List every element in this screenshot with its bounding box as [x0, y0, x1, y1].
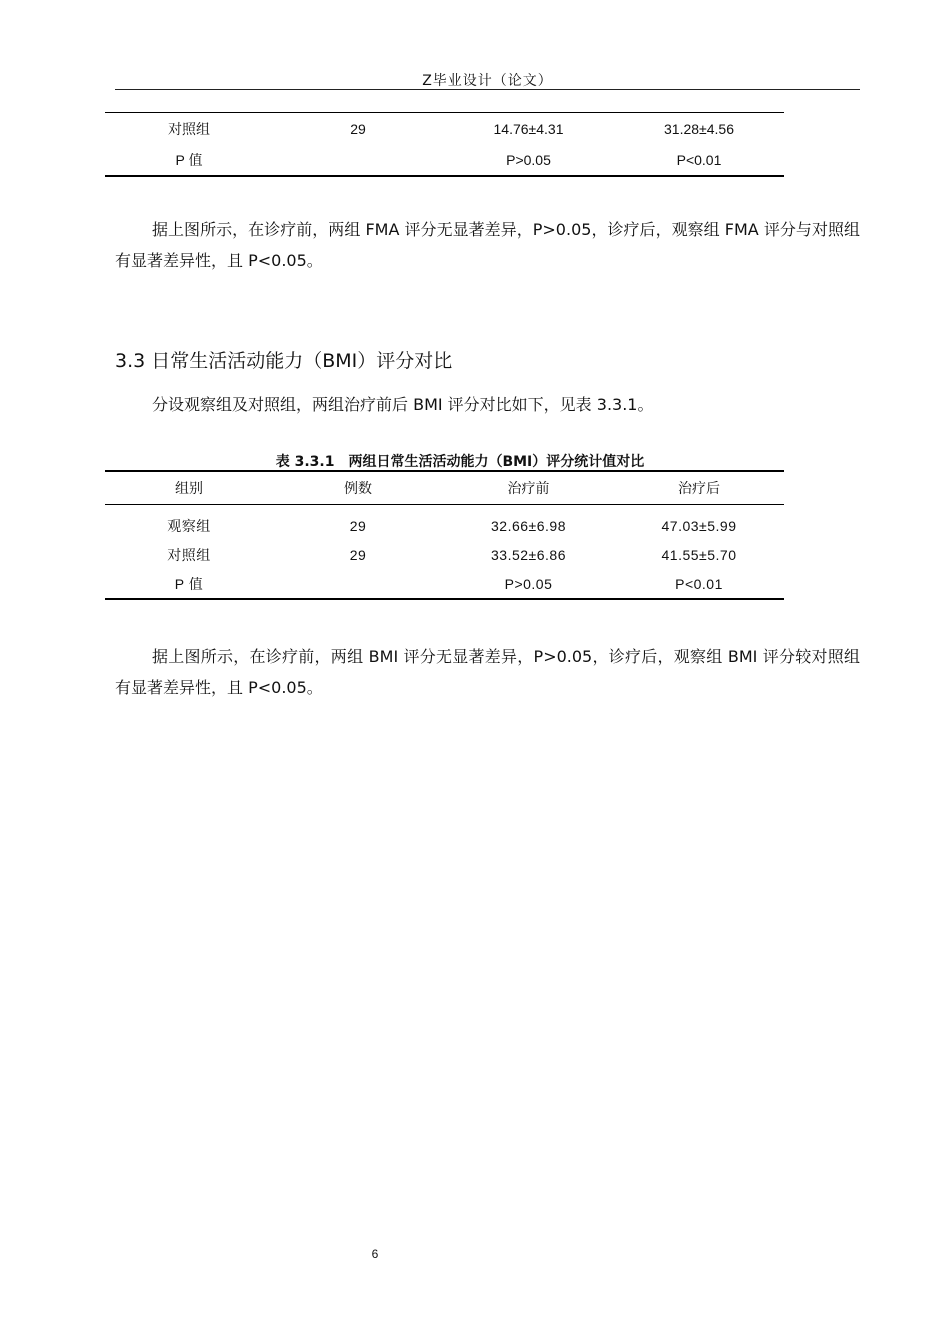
- cell-after: 41.55±5.70: [661, 546, 737, 563]
- header-rule: [115, 89, 860, 90]
- header-before: 治疗前: [443, 471, 614, 505]
- header-count: 例数: [273, 471, 443, 505]
- header-group: 组别: [105, 471, 273, 505]
- cell-before: P>0.05: [506, 151, 551, 168]
- cell-count: 29: [349, 546, 367, 563]
- cell-after: P<0.01: [675, 575, 723, 592]
- running-header: Z毕业设计（论文）: [422, 73, 553, 89]
- cell-group: P 值: [174, 575, 204, 592]
- cell-before: 32.66±6.98: [491, 517, 566, 534]
- table-header-row: [105, 471, 784, 505]
- section-heading: 3.3 日常生活活动能力（BMI）评分对比: [115, 350, 453, 372]
- bmi-table: [105, 470, 784, 600]
- cell-group: P 值: [175, 151, 203, 168]
- cell-before: 33.52±6.86: [491, 546, 566, 563]
- table-row: [105, 144, 784, 176]
- table-row: [105, 113, 784, 145]
- table-caption: 表 3.3.1 两组日常生活活动能力（BMI）评分统计值对比: [275, 454, 645, 470]
- cell-group: 对照组: [167, 546, 211, 563]
- table-row: [105, 540, 784, 569]
- cell-before: 14.76±4.31: [493, 120, 564, 137]
- header-after: 治疗后: [614, 471, 784, 505]
- cell-count: [273, 569, 443, 599]
- table-row: [105, 505, 784, 541]
- cell-after: 31.28±4.56: [664, 120, 734, 137]
- fma-result-paragraph: 据上图所示，在诊疗前，两组 FMA 评分无显著差异，P>0.05，诊疗后，观察组 FMA 评分与对照组有显著差异性，且 P<0.05。: [115, 220, 860, 270]
- bmi-intro-paragraph: 分设观察组及对照组，两组治疗前后 BMI 评分对比如下，见表 3.3.1。: [152, 395, 654, 414]
- cell-count: [273, 144, 443, 176]
- bmi-result-paragraph: 据上图所示，在诊疗前，两组 BMI 评分无显著差异，P>0.05，诊疗后，观察组 BMI 评分较对照组有显著差异性，且 P<0.05。: [115, 647, 860, 697]
- cell-group: 对照组: [168, 120, 210, 137]
- cell-count: 29: [350, 120, 366, 137]
- cell-after: 47.03±5.99: [661, 517, 737, 534]
- cell-count: 29: [349, 517, 367, 534]
- cell-before: P>0.05: [504, 575, 553, 592]
- table-row: [105, 569, 784, 599]
- cell-after: P<0.01: [676, 151, 722, 168]
- page-number: 6: [371, 1247, 379, 1261]
- fma-table-continued: [105, 112, 784, 177]
- cell-group: 观察组: [167, 517, 211, 534]
